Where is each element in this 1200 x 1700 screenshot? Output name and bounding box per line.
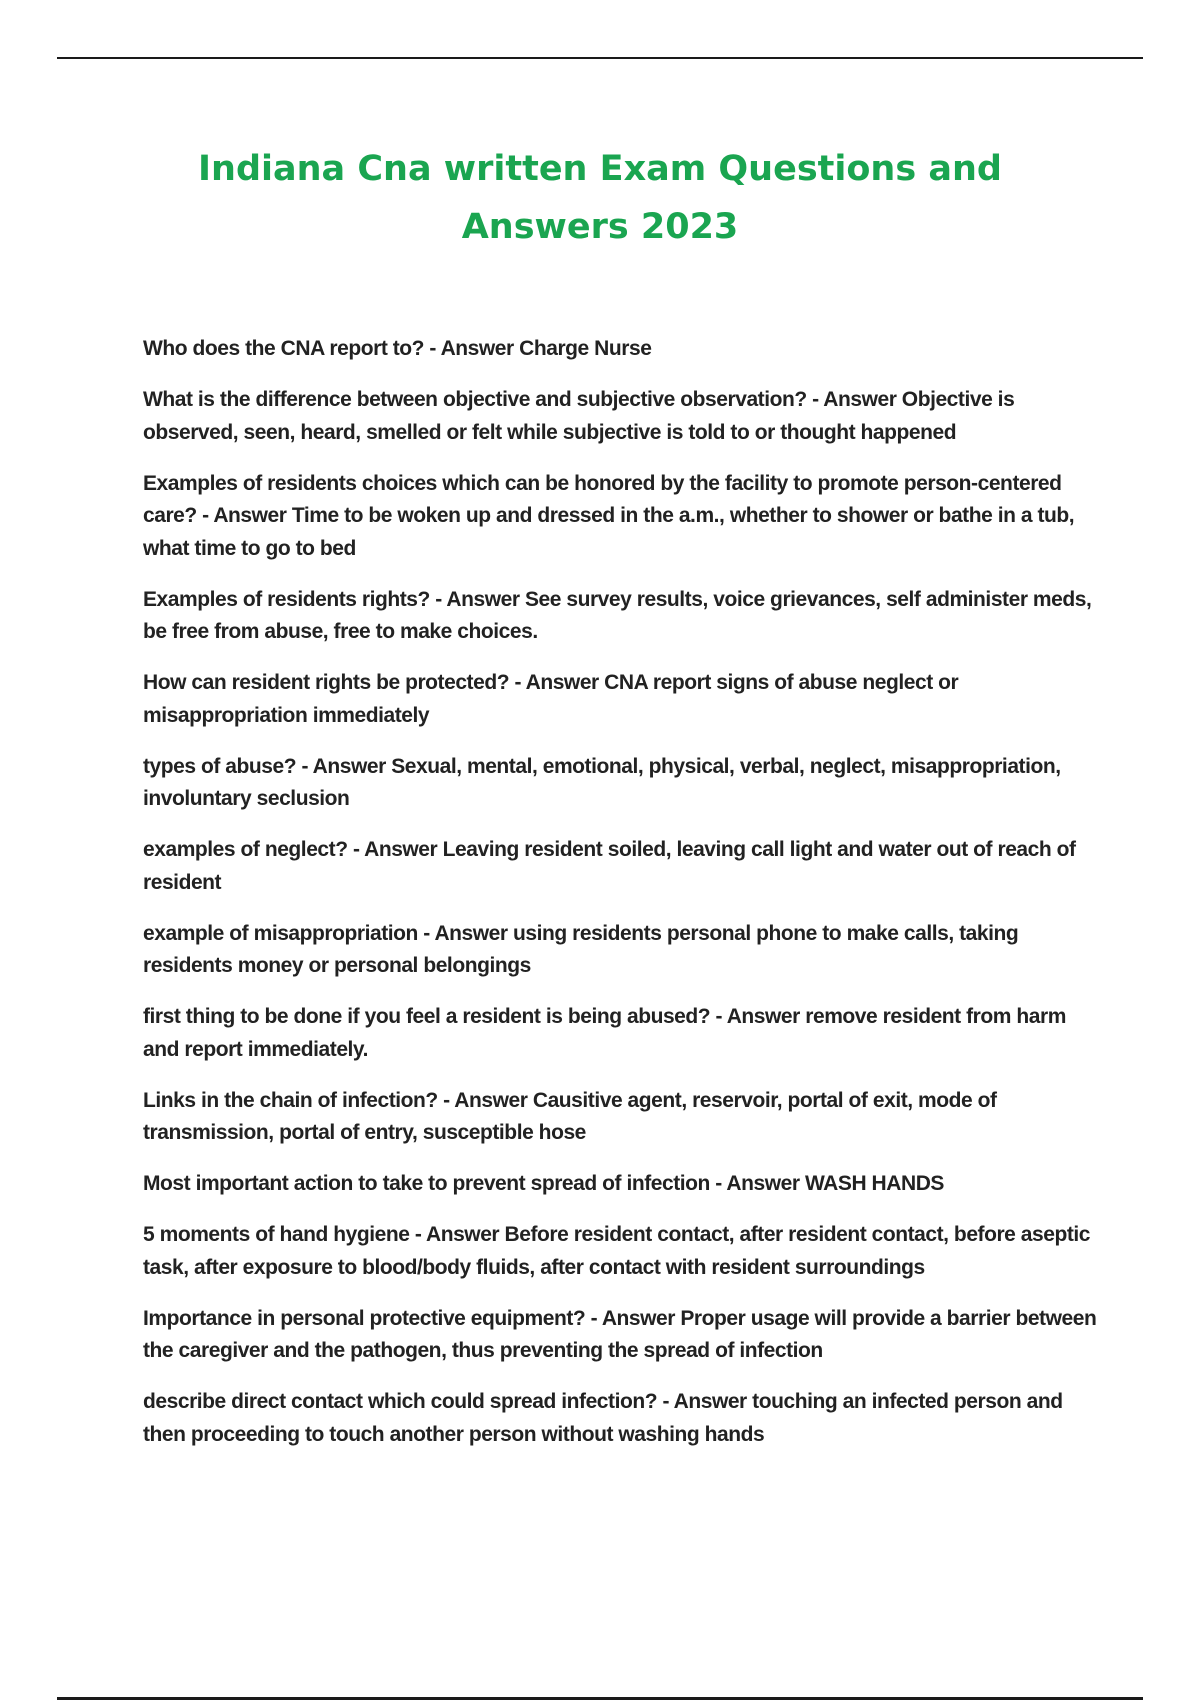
qa-item: first thing to be done if you feel a resident is being abused? - Answer remove resident from harm and report immediately. (143, 1005, 1066, 1061)
qa-list (143, 333, 1103, 1470)
qa-item: Examples of residents rights? - Answer See survey results, voice grievances, self administer meds, be free from abuse, free to make choices. (143, 587, 1092, 643)
qa-item: types of abuse? - Answer Sexual, mental, emotional, physical, verbal, neglect, misappropriation, involuntary seclusion (143, 754, 1061, 810)
qa-item: Links in the chain of infection? - Answer Causitive agent, reservoir, portal of exit, mode of transmission, portal of entry, susceptible hose (143, 1088, 997, 1144)
qa-item: examples of neglect? - Answer Leaving resident soiled, leaving call light and water out of reach of resident (143, 838, 1076, 894)
qa-item: Most important action to take to prevent spread of infection - Answer WASH HANDS (143, 1172, 944, 1195)
qa-item: Who does the CNA report to? - Answer Charge Nurse (143, 337, 652, 360)
qa-item: How can resident rights be protected? - Answer CNA report signs of abuse neglect or misappropriation immediately (143, 671, 959, 727)
qa-item: Examples of residents choices which can be honored by the facility to promote person-centered care? - Answer Time to be woken up and dressed in the a.m., whether to shower or bathe in a tub, what time to go to bed (143, 471, 1075, 560)
top-rule (57, 57, 1143, 59)
document-title: Indiana Cna written Exam Questions and Answers 2023 (198, 149, 1002, 247)
qa-item: example of misappropriation - Answer using residents personal phone to make calls, taking residents money or personal belongings (143, 921, 1019, 977)
qa-item: Importance in personal protective equipment? - Answer Proper usage will provide a barrier between the caregiver and the pathogen, thus preventing the spread of infection (143, 1306, 1097, 1362)
qa-item: describe direct contact which could spread infection? - Answer touching an infected person and then proceeding to touch another person without washing hands (143, 1390, 1063, 1446)
qa-item: What is the difference between objective and subjective observation? - Answer Objective is observed, seen, heard, smelled or felt while subjective is told to or thought happened (143, 388, 1015, 444)
qa-item: 5 moments of hand hygiene - Answer Before resident contact, after resident contact, before aseptic task, after exposure to blood/body fluids, after contact with resident surroundings (143, 1223, 1091, 1279)
